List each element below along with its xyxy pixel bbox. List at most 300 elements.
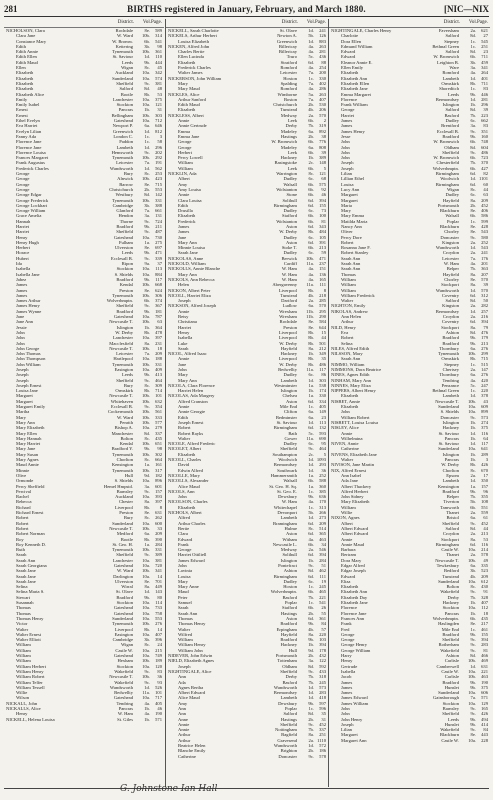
entry-volume: 2a. — [470, 250, 476, 256]
entry-name: John Sidney — [341, 494, 364, 500]
entry-volume: 6c. — [308, 578, 314, 584]
entry-district: Coventry — [441, 319, 459, 325]
entry-page: 328 — [481, 594, 488, 600]
entry-volume: 10b. — [141, 414, 150, 420]
entry-page: 216 — [481, 314, 488, 320]
entry-page: 276 — [481, 345, 488, 351]
entry-name: Florence Jane — [16, 139, 42, 145]
entry-district: Cambridge — [112, 202, 133, 208]
entry-name: Annie Gertrude — [178, 123, 207, 129]
entry-name: Edward — [341, 54, 356, 60]
entry-page: 161 — [155, 462, 162, 468]
entry-name: Louisa — [341, 181, 354, 187]
entry-volume: 2b. — [308, 610, 314, 616]
entry-name: Sarah Jane — [16, 568, 36, 574]
entry-district: W. Derby — [115, 329, 133, 335]
entry-volume: 1b. — [470, 102, 476, 108]
entry-name: Fanny Ada — [16, 133, 37, 139]
entry-name: NICOLL, Charles — [168, 457, 202, 463]
entry-volume: 7a. — [308, 80, 314, 86]
entry-page: 758 — [155, 610, 162, 616]
entry-district: Doncaster — [440, 234, 459, 240]
entry-district: Spalding — [280, 80, 297, 86]
entry-district: Boston — [283, 96, 297, 102]
entry-volume: 1c. — [308, 600, 314, 606]
entry-district: Kensington — [437, 483, 459, 489]
entry-page: 486 — [319, 361, 326, 367]
entry-name: Jane Ann — [16, 319, 33, 325]
entry-name: Alfred — [178, 515, 190, 521]
register-column-2 — [165, 19, 328, 787]
entry-name: Robert — [16, 525, 29, 531]
entry-page: 624 — [155, 287, 162, 293]
entry-name: Albert Edward — [178, 690, 206, 696]
entry-district: Sunderland — [112, 520, 133, 526]
entry-volume: 9b. — [144, 223, 150, 229]
entry-district: Castle W. — [441, 547, 459, 553]
entry-name: Elizabeth — [341, 404, 359, 410]
entry-district: W. Bromwich — [433, 155, 459, 161]
entry-district: Wakefield — [440, 589, 459, 595]
entry-page: 101 — [155, 393, 162, 399]
entry-page: 435 — [155, 435, 162, 441]
entry-name: Samuel — [178, 600, 192, 606]
entry-name: Sarah — [178, 345, 189, 351]
entry-name: NICKALL, John — [6, 700, 38, 706]
entry-district: Bury — [123, 382, 133, 388]
entry-volume: 9b. — [470, 684, 476, 690]
entry-volume: 1d. — [144, 144, 150, 150]
entry-name: Elizabeth — [16, 75, 34, 81]
entry-district: Islington — [280, 557, 297, 563]
entry-volume: 1d. — [308, 419, 314, 425]
entry-volume: 2a. — [470, 552, 476, 558]
entry-page: 5 — [323, 165, 326, 171]
entry-district: Billericay — [278, 43, 297, 49]
entry-name: Agnes Bertha — [178, 684, 204, 690]
entry-district: Lambeth — [280, 515, 297, 521]
entry-volume: 6b. — [144, 298, 150, 304]
entry-name: Annie — [178, 404, 190, 410]
entry-name: Annie — [178, 727, 190, 733]
entry-name: Frederick Charles — [178, 65, 211, 71]
entry-district: Leeds — [122, 372, 133, 378]
entry-name: Mary Anne — [178, 584, 199, 590]
entry-district: Mile End — [279, 404, 297, 410]
entry-page: 218 — [319, 292, 326, 298]
entry-volume: 8e. — [144, 287, 150, 293]
entry-volume: 1d. — [470, 176, 476, 182]
entry-volume: 6b. — [308, 165, 314, 171]
entry-district: Dewsbury — [278, 494, 297, 500]
header-rule — [4, 16, 489, 17]
entry-page: 202 — [155, 149, 162, 155]
entry-district: St. Saviour — [112, 54, 133, 60]
entry-page: 664 — [155, 457, 162, 463]
entry-page: 44 — [321, 335, 326, 341]
entry-page: 35 — [321, 711, 326, 717]
entry-district: Barnsley — [442, 706, 459, 711]
entry-volume: 9b. — [308, 700, 314, 706]
entry-page: 562 — [155, 165, 162, 171]
entry-volume: 6b. — [144, 38, 150, 44]
entry-name: NICKON, Albert Peter — [168, 287, 211, 293]
entry-volume: 9c. — [470, 727, 476, 733]
entry-district: Poplar — [285, 706, 297, 711]
entry-name: Alice Maud — [178, 483, 200, 489]
page-number: 281 — [4, 4, 18, 14]
entry-district: Newcastle T. — [435, 557, 459, 563]
entry-page: 661 — [155, 208, 162, 214]
entry-name: NIVEN, Annie — [331, 441, 359, 447]
entry-volume: 9c. — [144, 229, 150, 235]
entry-district: Nottingham — [275, 727, 297, 733]
entry-district: St. Saviour — [438, 441, 459, 447]
entry-volume: 9b. — [144, 594, 150, 600]
entry-name: Jessie — [16, 324, 27, 330]
entry-name: Mary — [16, 414, 26, 420]
entry-name: Peter — [178, 594, 188, 600]
entry-district: Macclesfield — [109, 340, 133, 346]
entry-volume: 4a. — [470, 261, 476, 267]
entry-name: John — [341, 409, 350, 415]
entry-page: 245 — [319, 679, 326, 685]
entry-name: Elizabeth — [16, 86, 34, 92]
entry-district: Basford — [282, 594, 297, 600]
entry-district: Gravesend — [277, 737, 297, 743]
entry-page: 284 — [319, 557, 326, 563]
entry-district: Greenwich — [112, 128, 133, 134]
entry-page: 263 — [319, 91, 326, 97]
entry-volume: 8d. — [144, 430, 150, 436]
entry-district: Stockport — [441, 282, 459, 288]
entry-page: 515 — [481, 361, 488, 367]
entry-name: Frank — [341, 621, 352, 627]
entry-volume: 9d. — [144, 472, 150, 478]
entry-page: 23 — [321, 414, 326, 420]
entry-volume: 1d. — [470, 441, 476, 447]
entry-name: Ellen Lucinda — [178, 54, 204, 60]
entry-name: Robert — [16, 520, 29, 526]
entry-page: 110 — [155, 54, 162, 60]
entry-volume: 5b. — [308, 510, 314, 516]
entry-district: Leeds — [122, 59, 133, 65]
entry-page: 26 — [321, 605, 326, 611]
entry-district: Aston — [286, 531, 297, 537]
entry-volume: 6d. — [308, 202, 314, 208]
entry-page: 35 — [321, 356, 326, 362]
entry-district: Preston — [119, 510, 133, 516]
entry-district: Billericay — [278, 49, 297, 55]
entry-name: Wilson — [16, 695, 30, 701]
entry-page: 51 — [321, 562, 326, 568]
entry-name: Lillian Ethel — [341, 176, 365, 182]
entry-name: Ernest — [16, 107, 28, 113]
entry-page: 426 — [481, 462, 488, 468]
entry-name: William — [16, 658, 31, 664]
entry-name: Elizabeth Ellen — [341, 80, 370, 86]
entry-page: 286 — [319, 86, 326, 92]
entry-name: NINNES, Mary Eliza — [331, 382, 371, 388]
entry-name: Maud Annie — [16, 462, 39, 468]
entry-volume: 1b. — [470, 451, 476, 457]
entry-volume: 10a. — [142, 494, 150, 500]
entry-district: Ripon — [121, 261, 133, 267]
entry-page: 182 — [155, 472, 162, 478]
entry-name: Albert — [178, 176, 190, 182]
entry-volume: 8a. — [308, 631, 314, 637]
entry-volume: 2b. — [308, 102, 314, 108]
entry-district: Salford — [445, 107, 459, 113]
entry-volume: 8a. — [470, 282, 476, 288]
entry-page: 14 — [157, 573, 162, 579]
entry-volume: 1c. — [470, 626, 476, 632]
entry-page: 465 — [319, 589, 326, 595]
entry-district: Kettering — [115, 43, 133, 49]
entry-volume: 1c. — [470, 86, 476, 92]
register-column-3 — [328, 19, 490, 787]
entry-name: NICKOLS, Ann Rebecca — [168, 276, 215, 282]
entry-volume: 3a. — [308, 658, 314, 664]
entry-page: 571 — [155, 716, 162, 722]
entry-district: Brighton — [280, 748, 297, 754]
entry-page: 606 — [481, 690, 488, 696]
entry-volume: 4b. — [470, 573, 476, 579]
entry-district: Bootle — [120, 536, 133, 542]
entry-district: Penrith — [119, 419, 133, 425]
entry-name: William — [178, 160, 193, 166]
entry-name: Louisa — [178, 573, 191, 579]
entry-page: 64 — [483, 435, 488, 441]
entry-name: Elizabeth — [16, 80, 34, 86]
entry-name: NILES, Alfred Edith — [331, 345, 370, 351]
entry-district: Croydon — [442, 314, 459, 320]
entry-name: Harriet — [16, 229, 30, 235]
entry-name: David — [178, 462, 190, 468]
entry-page: 220 — [481, 388, 488, 394]
entry-district: Wigan — [446, 186, 459, 192]
entry-district: Sunderland — [112, 615, 133, 621]
entry-district: Pancras — [118, 107, 133, 113]
entry-page: 541 — [319, 600, 326, 606]
entry-district: Dudley — [283, 441, 297, 447]
entry-name: Harriet Helen — [178, 388, 204, 394]
entry-name: Blanche Emily — [178, 748, 206, 754]
entry-page: 414 — [481, 721, 488, 727]
entry-district: Hackney — [280, 155, 297, 161]
entry-page: 48 — [157, 86, 162, 92]
entry-volume: 11b. — [306, 308, 314, 314]
entry-volume: 1c. — [308, 584, 314, 590]
entry-page: 190 — [481, 679, 488, 685]
entry-district: Bermondsey — [273, 462, 297, 468]
entry-name: Edward — [341, 573, 356, 579]
entry-district: Tendring — [116, 700, 133, 706]
entry-name: James William — [341, 700, 369, 706]
entry-page: 883 — [319, 38, 326, 44]
entry-page: 241 — [481, 250, 488, 256]
entry-page: 572 — [319, 743, 326, 749]
entry-page: 405 — [155, 700, 162, 706]
entry-volume: 8e. — [470, 732, 476, 738]
entry-district: Cockermouth — [107, 409, 133, 415]
entry-name: Sarah Ann — [341, 266, 361, 272]
entry-name: Ernest — [16, 112, 28, 118]
entry-name: Edgar Alfred — [341, 562, 365, 568]
entry-district: Bermondsey — [435, 308, 459, 314]
entry-page: 394 — [481, 637, 488, 643]
entry-page: 641 — [481, 446, 488, 452]
entry-volume: 4a. — [308, 276, 314, 282]
page-heading: Page. — [315, 20, 326, 25]
entry-district: Liverpool — [278, 287, 297, 293]
entry-name: Ann Helen — [341, 314, 362, 320]
entry-volume: 1d. — [144, 684, 150, 690]
entry-volume: 6c. — [308, 250, 314, 256]
entry-name: Mary Hannah — [16, 435, 42, 441]
entry-name: NIELD, Elizabeth Agnes — [168, 658, 215, 664]
entry-district: Derby — [285, 674, 297, 680]
entry-page: 3 — [485, 457, 488, 463]
entry-name: NICKELL, Helena Louisa — [6, 716, 55, 722]
entry-name: Luke — [178, 340, 188, 346]
entry-volume: 1b. — [470, 457, 476, 463]
entry-volume: 1b. — [308, 155, 314, 161]
entry-district: Islington — [116, 324, 133, 330]
entry-page: 435 — [481, 615, 488, 621]
entry-name: Emma Margaret — [341, 91, 371, 97]
entry-page: 601 — [155, 483, 162, 489]
entry-district: Tewkesbury — [436, 562, 459, 568]
entry-name: Evelyn Lilian — [16, 128, 42, 134]
entry-volume: 1d. — [308, 377, 314, 383]
entry-volume: 10a. — [142, 96, 150, 102]
entry-name: Amy — [178, 181, 188, 187]
entry-volume: 9c. — [470, 642, 476, 648]
entry-district: Basford — [282, 679, 297, 685]
entry-volume: 8d. — [470, 33, 476, 39]
entry-district: Ormskirk — [441, 356, 459, 362]
entry-page: 484 — [319, 229, 326, 235]
entry-page: 402 — [319, 80, 326, 86]
entry-name: John — [341, 155, 350, 161]
entry-page: 95 — [321, 441, 326, 447]
entry-volume: 6b. — [308, 186, 314, 192]
entry-name: John — [178, 494, 187, 500]
entry-district: Bedford — [443, 568, 459, 574]
entry-district: Chertsey — [442, 367, 459, 372]
entry-district: Bagfield — [281, 732, 297, 738]
entry-volume: 7b. — [470, 594, 476, 600]
entry-page: 381 — [155, 557, 162, 563]
entry-page: 44 — [483, 186, 488, 192]
entry-name: Wilhelmina — [341, 435, 363, 441]
entry-volume: 10b. — [141, 282, 150, 288]
entry-district: Hull — [288, 647, 297, 653]
entry-page: 285 — [319, 298, 326, 304]
entry-name: Florence Louisa — [16, 149, 46, 155]
entry-name: Maud — [178, 589, 189, 595]
entry-volume: 1b. — [308, 351, 314, 357]
entry-name: Mary Ann — [178, 271, 197, 277]
entry-volume: 9c. — [470, 711, 476, 717]
entry-volume: 10b. — [467, 351, 476, 357]
entry-volume: 5c. — [308, 430, 314, 436]
entry-page: 592 — [319, 663, 326, 669]
entry-name: Lucy Ann — [341, 186, 360, 192]
entry-volume: 1d. — [470, 663, 476, 669]
entry-name: NINES, Agnes Edith — [331, 372, 370, 378]
entry-page: 155 — [319, 202, 326, 208]
entry-district: Madeley — [280, 128, 297, 134]
entry-volume: 6c. — [308, 208, 314, 214]
entry-volume: 9c. — [144, 80, 150, 86]
entry-name: Charlotte — [341, 33, 359, 39]
entry-volume: 9b. — [470, 716, 476, 722]
entry-name: Elizabeth — [341, 584, 359, 590]
entry-name: John William — [16, 361, 41, 367]
entry-name: Jacob — [341, 674, 352, 680]
entry-name: Roy Kenneth D. — [16, 541, 46, 547]
entry-volume: 10a. — [468, 446, 476, 452]
entry-volume: 1d. — [144, 54, 150, 60]
entry-volume: 10a. — [142, 266, 150, 272]
entry-name: Sarah — [178, 605, 189, 611]
entry-volume: 2a. — [308, 298, 314, 304]
entry-name: Elizabeth — [178, 504, 196, 510]
entry-name: Edith — [178, 414, 188, 420]
entry-district: Kensington — [111, 462, 133, 468]
entry-volume: 1b. — [470, 419, 476, 425]
entry-volume: 8a. — [144, 340, 150, 346]
entry-district: Stepney — [444, 38, 459, 44]
entry-district: Hackney — [280, 351, 297, 357]
entry-name: Edith Annie — [16, 49, 39, 55]
entry-name: Horace — [16, 250, 30, 256]
entry-district: Salford — [445, 33, 459, 39]
entry-district: Bradford — [116, 223, 133, 229]
entry-district: Croydon — [442, 531, 459, 537]
entry-name: Lilian — [341, 171, 352, 177]
entry-page: 423 — [155, 176, 162, 182]
entry-page: 86 — [321, 372, 326, 378]
entry-name: Charles Bertie — [178, 49, 205, 55]
entry-volume: 10a. — [142, 102, 150, 108]
entry-district: Bermondsey — [435, 96, 459, 102]
entry-district: Ashton — [283, 568, 297, 574]
entry-name: Ann Isabel — [341, 472, 362, 478]
entry-name: NICOLLS, Alexander — [168, 478, 209, 484]
entry-name: James — [16, 282, 28, 288]
entry-page: 63 — [483, 192, 488, 198]
entry-name: Hubert — [16, 255, 29, 261]
entry-page: 53 — [483, 536, 488, 542]
entry-page: 449 — [155, 584, 162, 590]
entry-district: Rochdale — [279, 319, 297, 325]
page-heading: Page. — [151, 20, 162, 25]
entry-page: 36 — [321, 467, 326, 473]
entry-district: Portsmouth — [275, 653, 297, 659]
entry-page: 209 — [481, 573, 488, 579]
entry-page: 59 — [321, 250, 326, 256]
entry-name: Harriet — [341, 112, 355, 118]
entry-page: 220 — [319, 631, 326, 637]
entry-page: 165 — [481, 706, 488, 711]
entry-district: Rotherham — [438, 642, 459, 648]
entry-page: 251 — [319, 732, 326, 738]
entry-page: 309 — [155, 382, 162, 388]
entry-name: Margaret — [16, 393, 33, 399]
